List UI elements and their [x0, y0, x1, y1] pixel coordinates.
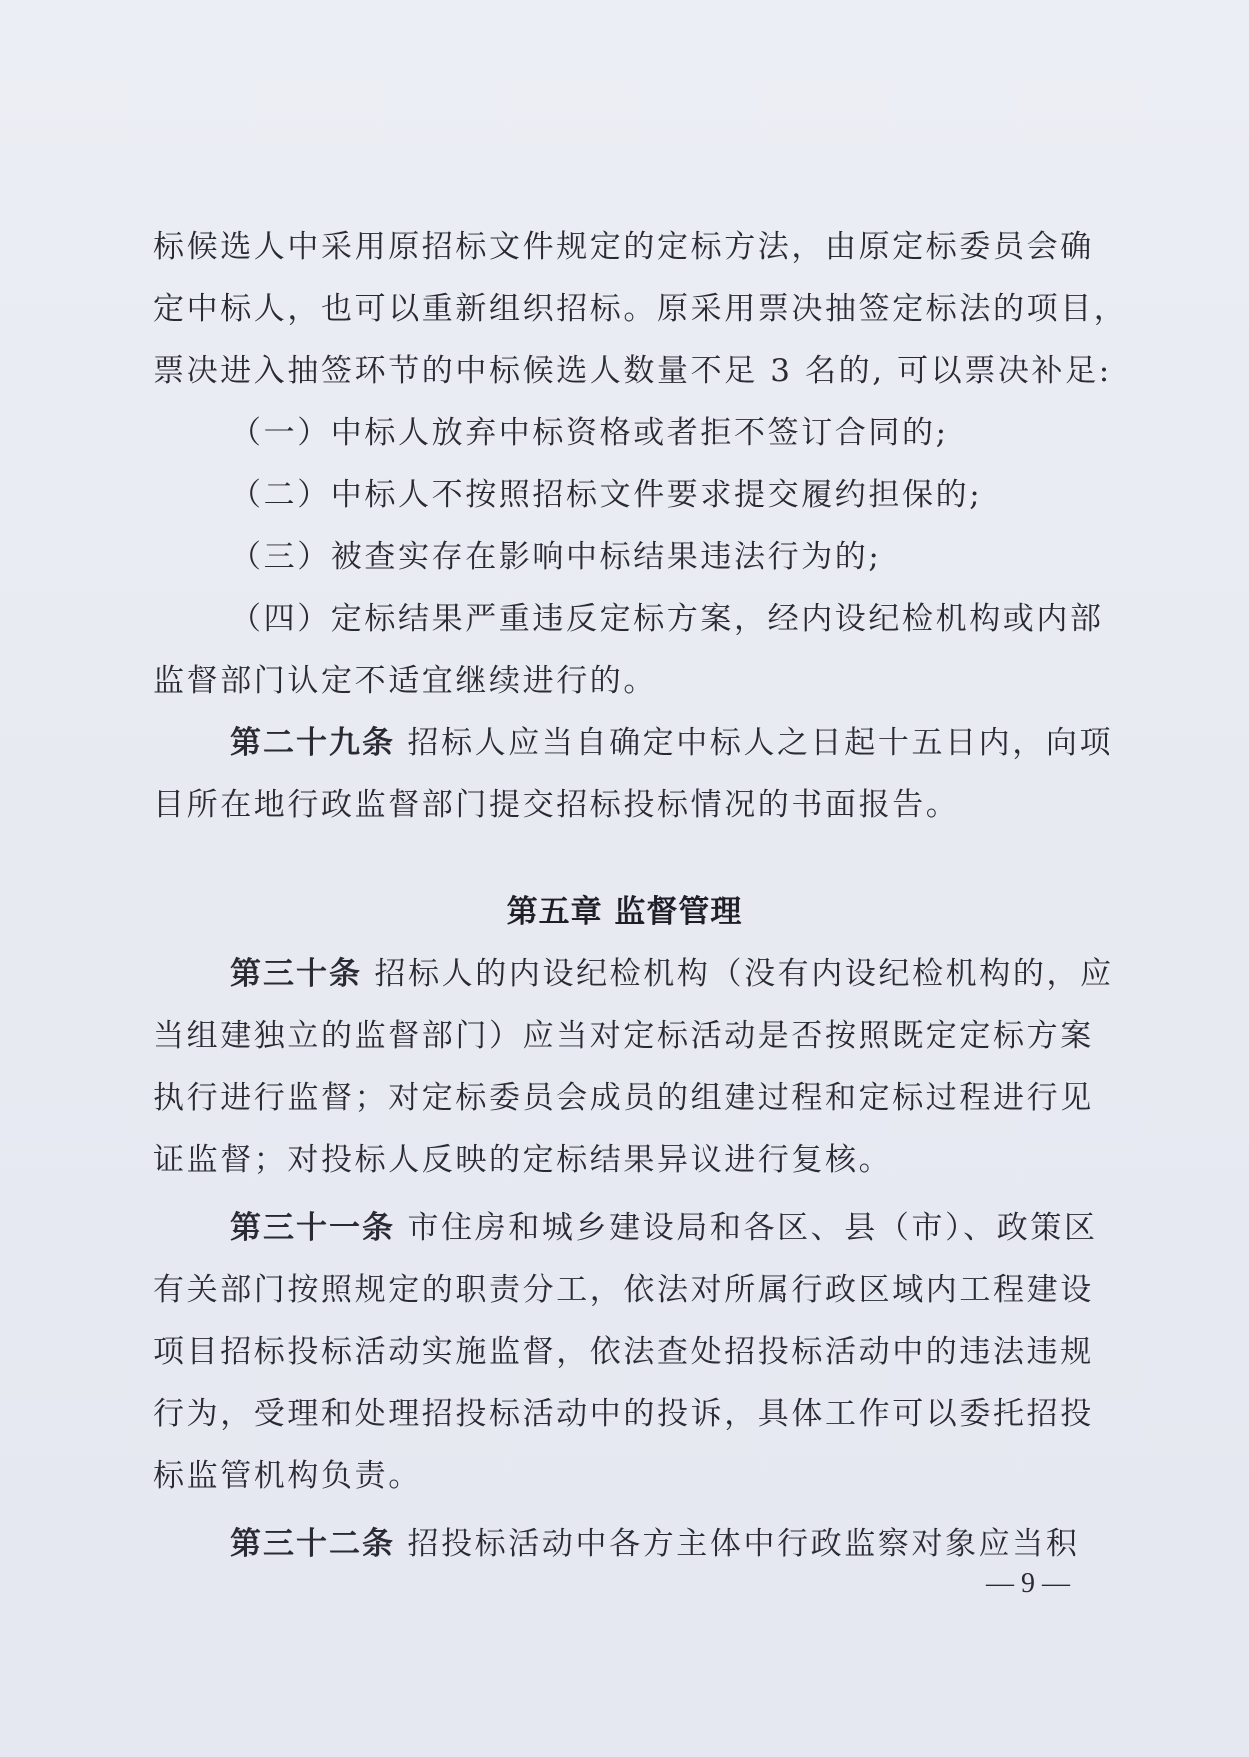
- page-number: — 9 —: [986, 1568, 1070, 1599]
- article-label: 第三十二条: [230, 1526, 395, 1562]
- text-line: 目所在地行政监督部门提交招标投标情况的书面报告。: [153, 787, 960, 823]
- article-29: [230, 718, 1114, 768]
- text-line: 定中标人，也可以重新组织招标。原采用票决抽签定标法的项目，: [153, 291, 1128, 327]
- text-line: 证监督；对投标人反映的定标结果异议进行复核。: [153, 1142, 893, 1178]
- list-item: （三）被查实存在影响中标结果违法行为的;: [230, 539, 882, 575]
- article-30: [230, 949, 1114, 999]
- text-line: 监督部门认定不适宜继续进行的。: [153, 663, 657, 699]
- article-text: 市住房和城乡建设局和各区、县（市）、政策区: [407, 1210, 1098, 1246]
- text-line: 当组建独立的监督部门）应当对定标活动是否按照既定定标方案: [153, 1018, 1094, 1054]
- text-line: 行为，受理和处理招投标活动中的投诉，具体工作可以委托招投: [153, 1396, 1094, 1432]
- text-line: 标候选人中采用原招标文件规定的定标方法，由原定标委员会确: [153, 229, 1094, 265]
- article-label: 第三十条: [230, 956, 362, 992]
- article-31: [230, 1203, 1098, 1253]
- text-line: 有关部门按照规定的职责分工，依法对所属行政区域内工程建设: [153, 1272, 1094, 1308]
- article-label: 第二十九条: [230, 725, 395, 761]
- article-text: 招投标活动中各方主体中行政监察对象应当积: [407, 1526, 1080, 1562]
- list-item: （一）中标人放弃中标资格或者拒不签订合同的;: [230, 415, 949, 451]
- list-item: [230, 594, 1104, 644]
- article-label: 第三十一条: [230, 1210, 395, 1246]
- article-text: 招标人的内设纪检机构（没有内设纪检机构的，应: [374, 956, 1114, 992]
- text-line: 执行进行监督；对定标委员会成员的组建过程和定标过程进行见: [153, 1080, 1094, 1116]
- text-line: 项目招标投标活动实施监督，依法查处招投标活动中的违法违规: [153, 1334, 1094, 1370]
- text-line: 标监管机构负责。: [153, 1458, 422, 1494]
- chapter-title: 第五章 监督管理: [506, 894, 743, 930]
- list-item-text: （四）定标结果严重违反定标方案，经内设纪检机构或内部: [230, 601, 1104, 637]
- article-32: [230, 1519, 1079, 1569]
- text-line: 票决进入抽签环节的中标候选人数量不足 3 名的, 可以票决补足:: [153, 353, 1112, 389]
- article-text: 招标人应当自确定中标人之日起十五日内，向项: [407, 725, 1114, 761]
- list-item: （二）中标人不按照招标文件要求提交履约担保的;: [230, 477, 983, 513]
